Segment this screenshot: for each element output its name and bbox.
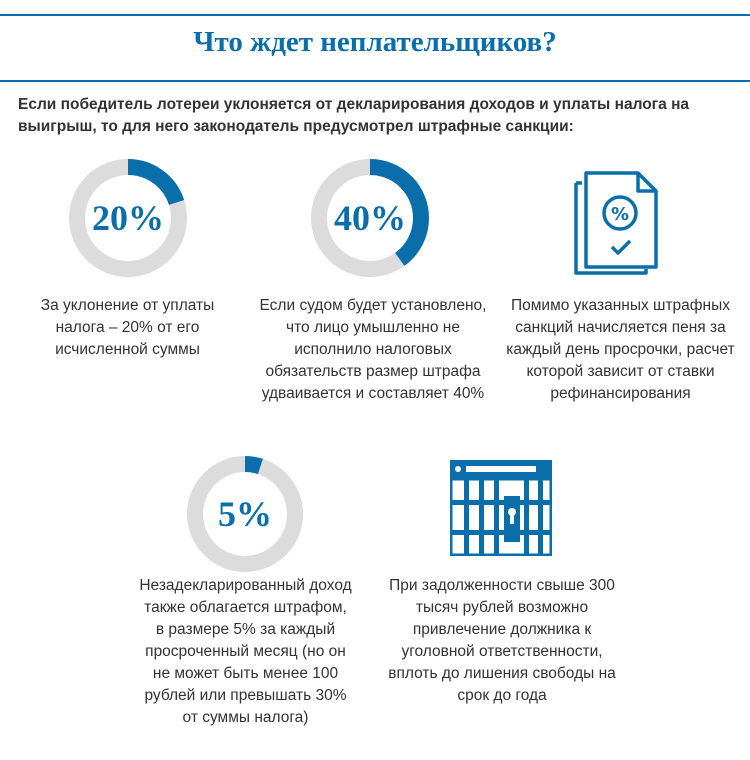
percent-label: 40%: [334, 198, 406, 238]
caption-5: Незадекларированный доход также облагается штрафом, в размере 5% за каждый просроченный месяц (но он не может быть менее 100 рублей или превышать 30% от суммы налога): [139, 577, 352, 726]
title-divider: [0, 80, 750, 82]
ring-chart-40: [310, 158, 430, 278]
caption-criminal: При задолженности свыше 300 тысяч рублей возможно привлечение должника к уголовной ответственности, вплоть до лишения свободы на срок до года: [388, 577, 616, 704]
intro-text: Если победитель лотереи уклоняется от декларирования доходов и уплаты налога на выигрыш, то для него законодатель предусмотрел штрафные санкции:: [18, 96, 690, 135]
top-divider: [0, 14, 750, 16]
page-title: Что ждет неплательщиков?: [193, 26, 557, 58]
document-percent-icon: [572, 165, 662, 275]
caption-20: За уклонение от уплаты налога – 20% от его исчисленной суммы: [40, 297, 215, 358]
percent-label: 20%: [92, 198, 164, 238]
prison-bars-icon: [450, 460, 552, 556]
ring-chart-5: [186, 455, 304, 573]
caption-penalty: Помимо указанных штрафных санкций начисляется пеня за каждый день просрочки, расчет которой зависит от ставки рефинансирования: [506, 297, 735, 402]
svg-text:%: %: [610, 204, 630, 225]
caption-40: Если судом будет установлено, что лицо умышленно не исполнило налоговых обязательств размер штрафа удваивается и составляет 40%: [259, 297, 487, 402]
percent-label: 5%: [218, 494, 272, 534]
ring-chart-20: [68, 158, 188, 278]
